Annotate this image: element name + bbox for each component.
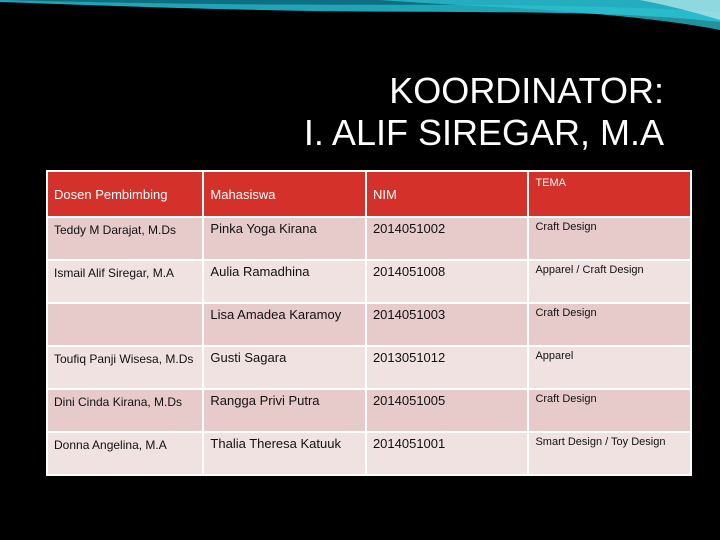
tema-cell: Craft Design — [528, 389, 691, 432]
nim-cell: 2014051008 — [366, 260, 529, 303]
header-nim: NIM — [366, 171, 529, 217]
title-line-name: I. ALIF SIREGAR, M.A — [303, 112, 664, 153]
dosen-cell: Dini Cinda Kirana, M.Ds — [47, 389, 203, 432]
mahasiswa-cell: Lisa Amadea Karamoy — [203, 303, 366, 346]
tema-cell: Craft Design — [528, 217, 691, 260]
table-row — [47, 346, 691, 389]
nim-cell: 2014051005 — [366, 389, 529, 432]
table-row — [47, 217, 691, 260]
dosen-cell — [47, 303, 203, 346]
slide-title — [304, 70, 664, 154]
title-line-koordinator: KOORDINATOR: — [389, 70, 664, 111]
tema-cell: Smart Design / Toy Design — [528, 432, 691, 475]
table-row — [47, 389, 691, 432]
dosen-cell: Toufiq Panji Wisesa, M.Ds — [47, 346, 203, 389]
header-tema: TEMA — [528, 171, 691, 217]
mahasiswa-cell: Thalia Theresa Katuuk — [203, 432, 366, 475]
tema-cell: Apparel / Craft Design — [528, 260, 691, 303]
dosen-cell: Teddy M Darajat, M.Ds — [47, 217, 203, 260]
nim-cell: 2014051001 — [366, 432, 529, 475]
tema-cell: Craft Design — [528, 303, 691, 346]
mahasiswa-cell: Pinka Yoga Kirana — [203, 217, 366, 260]
mahasiswa-cell: Gusti Sagara — [203, 346, 366, 389]
dosen-cell: Ismail Alif Siregar, M.A — [47, 260, 203, 303]
nim-cell: 2013051012 — [366, 346, 529, 389]
header-mahasiswa: Mahasiswa — [203, 171, 366, 217]
tema-cell: Apparel — [528, 346, 691, 389]
table-row — [47, 303, 691, 346]
decorative-swoosh-banner — [0, 0, 720, 60]
mahasiswa-cell: Rangga Privi Putra — [203, 389, 366, 432]
table-row — [47, 260, 691, 303]
table-header-row — [47, 171, 691, 217]
nim-cell: 2014051003 — [366, 303, 529, 346]
dosen-cell: Donna Angelina, M.A — [47, 432, 203, 475]
supervisor-table — [46, 170, 692, 464]
table-row — [47, 432, 691, 475]
nim-cell: 2014051002 — [366, 217, 529, 260]
header-dosen: Dosen Pembimbing — [47, 171, 203, 217]
mahasiswa-cell: Aulia Ramadhina — [203, 260, 366, 303]
